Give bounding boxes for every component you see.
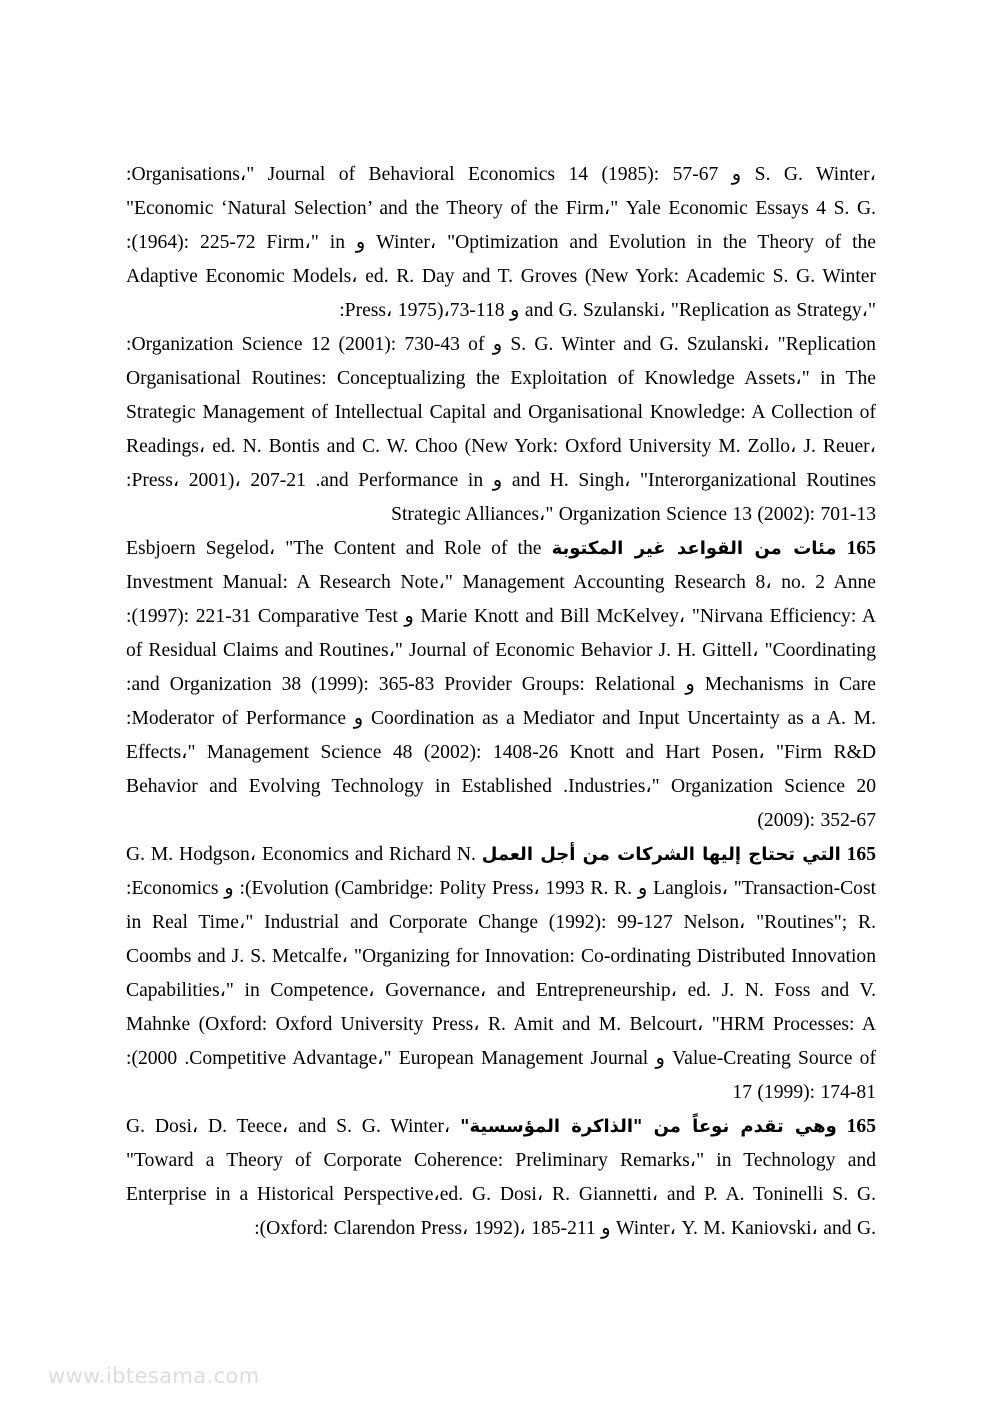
- note-4-page-marker: 165: [846, 844, 876, 865]
- note-3-waw-2: و: [685, 674, 695, 695]
- note-3-arabic-heading: مئات من القواعد غير المكتوبة: [551, 538, 837, 559]
- note-3-segment-1: Esbjoern Segelod، "The Content and Role of the: [126, 538, 542, 559]
- note-4-segment-5: :(2000 .Competitive Advantage،" European Management Journal 17 (1999): 174-81: [126, 1048, 876, 1103]
- note-3-waw-3: و: [353, 708, 364, 729]
- note-1-segment-3: :(1964): 225-72 Firm،" in Adaptive Economic Models، ed. R. Day and T. Groves (New York: Academic S. G. Winter and G. Szulanski، "Replication as Strategy،": [126, 232, 876, 321]
- note-block-3: [126, 532, 876, 838]
- bibliography-text-column: [126, 158, 876, 1246]
- note-5-waw-1: و: [601, 1218, 611, 1239]
- note-1-waw-2: و: [355, 232, 366, 253]
- note-5-arabic-heading: وهي تقدم نوعاً من "الذاكرة المؤسسية": [460, 1116, 837, 1137]
- note-1-waw-3: و: [510, 300, 520, 321]
- note-2-waw-1: و: [492, 334, 503, 355]
- note-1-segment-1: S. G. Winter،: [754, 164, 876, 185]
- note-block-1: [126, 158, 876, 328]
- note-3-segment-3: :(1997): 221-31 Comparative Test of Residual Claims and Routines،" Journal of Economic Behavior J. H. Gittell، "Coordinating Mechanisms in Care: [126, 606, 876, 695]
- note-4-waw-3: و: [655, 1048, 665, 1069]
- note-5-segment-1: G. Dosi، D. Teece، and S. G. Winter،: [126, 1116, 451, 1137]
- note-5-segment-3: :(Oxford: Clarendon Press، 1992)، 185-211: [254, 1218, 596, 1239]
- note-3-segment-5: :Moderator of Performance Effects،" Management Science 48 (2002): 1408-26 Knott and Hart Posen، "Firm R&D Behavior and Evolving Technology in Established .Industries،" Organization Science 20 (2009): 352-67: [126, 708, 876, 831]
- note-2-waw-2: و: [492, 470, 503, 491]
- note-2-segment-3: :Press، 2001)، 207-21 .and Performance in Strategic Alliances،" Organization Science 13 (2002): 701-13: [126, 470, 876, 525]
- note-2-segment-1: S. G. Winter and G. Szulanski، "Replication: [510, 334, 876, 355]
- note-1-segment-2: :Organisations،" Journal of Behavioral Economics 14 (1985): 57-67 "Economic ‘Natural Selection’ and the Theory of the Firm،" Yale Economic Essays 4 S. G. Winter، "Optimization and Evolution in the Theory of the: [126, 164, 877, 253]
- site-watermark: www.ibtesama.com: [48, 1364, 260, 1388]
- note-4-segment-3: :(Evolution (Cambridge: Polity Press، 1993 R. R.: [239, 878, 633, 899]
- note-4-waw-2: و: [224, 878, 234, 899]
- note-5-segment-2: "Toward a Theory of Corporate Coherence: Preliminary Remarks،" in Technology and Enterprise in a Historical Perspective،ed. G. Dosi، R. Giannetti، and P. A. Toninelli S. G. Winter، Y. M. Kaniovski، and G.: [126, 1150, 876, 1239]
- note-4-segment-1: G. M. Hodgson، Economics and: [126, 844, 384, 865]
- note-1-segment-4: :Press، 1975)،73-118: [339, 300, 505, 321]
- note-5-page-marker: 165: [846, 1116, 876, 1137]
- note-1-waw-1: و: [731, 164, 742, 185]
- note-3-segment-2: Investment Manual: A Research Note،" Management Accounting Research 8، no. 2 Anne Marie Knott and Bill McKelvey، "Nirvana Efficiency: A: [126, 572, 876, 627]
- note-4-segment-4: :Economics in Real Time،" Industrial and Corporate Change (1992): 99-127 Nelson، "Routines"; R. Coombs and J. S. Metcalfe، "Organizing for Innovation: Co-ordinating Distributed Innovation Capabilities،" in Competence، Governance، and Entrepreneurship، ed. J. N. Foss and V. Mahnke (Oxford: Oxford University Press، R. Amit and M. Belcourt، "HRM Processes: A Value-Creating Source of: [126, 878, 876, 1069]
- note-3-segment-4: :and Organization 38 (1999): 365-83 Provider Groups: Relational Coordination as a Mediator and Input Uncertainty as a A. M.: [126, 674, 876, 729]
- note-block-5: [126, 1110, 876, 1246]
- note-3-page-marker: 165: [846, 538, 877, 559]
- note-block-2: [126, 328, 876, 532]
- note-4-arabic-heading: التي تحتاج إليها الشركات من أجل العمل: [481, 844, 841, 865]
- note-4-segment-2: Richard N. Langlois، "Transaction-Cost: [389, 844, 877, 899]
- note-block-4: [126, 838, 876, 1110]
- note-4-waw-1: و: [637, 878, 648, 899]
- note-3-waw-1: و: [404, 606, 414, 627]
- note-2-segment-2: :Organization Science 12 (2001): 730-43 of Organisational Routines: Conceptualizing the Exploitation of Knowledge Assets،" in The Strategic Management of Intellectual Capital and Organisational Knowledge: A Collection of Readings، ed. N. Bontis and C. W. Choo (New York: Oxford University M. Zollo، J. Reuer، and H. Singh، "Interorganizational Routines: [126, 334, 877, 491]
